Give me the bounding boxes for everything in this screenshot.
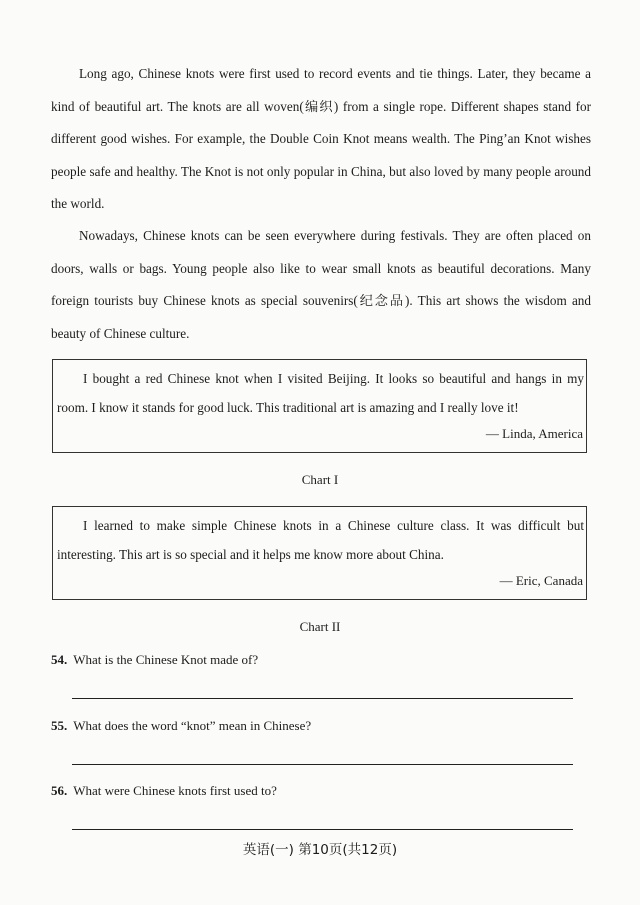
answer-line-55[interactable] [72, 764, 573, 765]
quote-body: I bought a red Chinese knot when I visited Beijing. It looks so beautiful and hangs in my room. I know it stands for good luck. This traditional art is amazing and I really love it! [57, 371, 584, 415]
page-footer: 英语(一) 第10页(共12页) [242, 842, 398, 858]
question-text: What is the Chinese Knot made of? [73, 652, 259, 667]
quote-body: I learned to make simple Chinese knots in a Chinese culture class. It was difficult but interesting. This art is so special and it helps me know more about China. [57, 518, 584, 562]
chart-label-2: Chart II [299, 619, 341, 634]
chart-label-1: Chart I [301, 472, 339, 487]
paragraph-text: Nowadays, Chinese knots can be seen everywhere during festivals. They are often placed on doors, walls or bags. Young people also like to wear small knots as beautiful decorations. Many foreign tourists buy Chinese knots as special souvenirs(纪念品). This art shows the wisdom and beauty of Chinese culture. [51, 228, 591, 341]
question-number: 56. [51, 783, 68, 798]
quote-box-eric [52, 506, 587, 600]
passage-paragraph-1 [51, 58, 591, 221]
question-text: What does the word “knot” mean in Chinese? [73, 718, 312, 733]
quote-box-linda [52, 359, 587, 453]
question-54 [51, 652, 258, 668]
quote-signature: — Linda, America [485, 426, 583, 441]
question-56 [51, 783, 277, 799]
question-number: 55. [51, 718, 68, 733]
quote-text [57, 364, 584, 422]
question-55 [51, 718, 311, 734]
answer-line-56[interactable] [72, 829, 573, 830]
quote-signature: — Eric, Canada [499, 573, 583, 588]
question-number: 54. [51, 652, 68, 667]
quote-text [57, 511, 584, 569]
passage-paragraph-2 [51, 220, 591, 350]
question-text: What were Chinese knots first used to? [73, 783, 277, 798]
paragraph-text: Long ago, Chinese knots were first used to record events and tie things. Later, they became a kind of beautiful art. The knots are all woven(编织) from a single rope. Different shapes stand for different good wishes. For example, the Double Coin Knot means wealth. The Ping’an Knot wishes people safe and healthy. The Knot is not only popular in China, but also loved by many people around the world. [51, 66, 591, 211]
answer-line-54[interactable] [72, 698, 573, 699]
